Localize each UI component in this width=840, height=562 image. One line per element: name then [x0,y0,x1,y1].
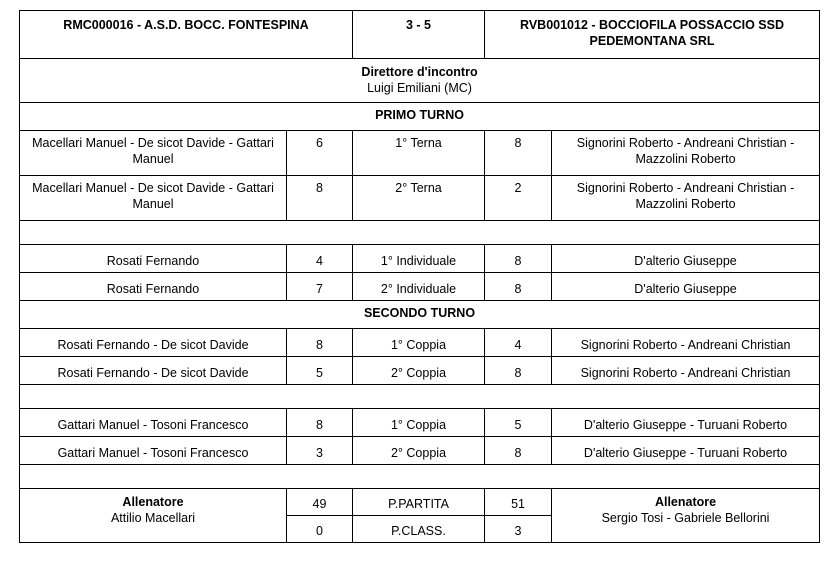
director-row [20,59,820,103]
home-coach-name: Attilio Macellari [110,511,196,525]
away-players: Signorini Roberto - Andreani Christian - Mazzolini Roberto [552,131,820,176]
class-label: P.CLASS. [353,516,485,543]
away-coach-cell [552,489,820,543]
home-players: Gattari Manuel - Tosoni Francesco [20,437,287,465]
table-row [20,409,820,437]
home-players: Macellari Manuel - De sicot Davide - Gattari Manuel [20,131,287,176]
table-row [20,245,820,273]
home-players: Rosati Fernando [20,273,287,301]
away-players: Signorini Roberto - Andreani Christian [552,357,820,385]
section-title-secondo-turno: SECONDO TURNO [20,301,820,329]
header-row [20,11,820,59]
home-coach-cell [20,489,287,543]
home-score: 8 [287,176,353,221]
spacer-cell [20,385,820,409]
section-row [20,301,820,329]
table-row [20,437,820,465]
home-score: 3 [287,437,353,465]
home-score: 7 [287,273,353,301]
match-report-table [19,10,820,543]
game-type: 2° Coppia [353,357,485,385]
table-row [20,176,820,221]
home-score: 4 [287,245,353,273]
home-players: Rosati Fernando [20,245,287,273]
away-players: D'alterio Giuseppe - Turuani Roberto [552,409,820,437]
game-type: 1° Coppia [353,329,485,357]
spacer-row [20,465,820,489]
home-score: 8 [287,409,353,437]
away-players: Signorini Roberto - Andreani Christian - Mazzolini Roberto [552,176,820,221]
away-score: 8 [485,131,552,176]
away-team: RVB001012 - BOCCIOFILA POSSACCIO SSD PEDEMONTANA SRL [485,11,820,59]
table-row [20,357,820,385]
away-players: D'alterio Giuseppe [552,245,820,273]
game-type: 2° Individuale [353,273,485,301]
section-title-primo-turno: PRIMO TURNO [20,103,820,131]
director-label: Direttore d'incontro [361,65,478,79]
away-partita-points: 51 [485,489,552,516]
director-cell [20,59,820,103]
final-score: 3 - 5 [353,11,485,59]
spacer-cell [20,221,820,245]
home-class-points: 0 [287,516,353,543]
away-score: 8 [485,273,552,301]
home-score: 5 [287,357,353,385]
away-score: 4 [485,329,552,357]
spacer-row [20,221,820,245]
spacer-row [20,385,820,409]
away-score: 2 [485,176,552,221]
spacer-cell [20,465,820,489]
game-type: 2° Coppia [353,437,485,465]
table-row [20,273,820,301]
home-players: Macellari Manuel - De sicot Davide - Gattari Manuel [20,176,287,221]
away-score: 8 [485,437,552,465]
away-coach-name: Sergio Tosi - Gabriele Bellorini [601,511,770,525]
away-players: Signorini Roberto - Andreani Christian [552,329,820,357]
away-score: 5 [485,409,552,437]
home-players: Gattari Manuel - Tosoni Francesco [20,409,287,437]
away-players: D'alterio Giuseppe [552,273,820,301]
game-type: 1° Individuale [353,245,485,273]
director-name: Luigi Emiliani (MC) [367,81,472,95]
footer-row-partita [20,489,820,516]
home-players: Rosati Fernando - De sicot Davide [20,329,287,357]
partita-label: P.PARTITA [353,489,485,516]
away-class-points: 3 [485,516,552,543]
home-score: 8 [287,329,353,357]
game-type: 1° Coppia [353,409,485,437]
home-players: Rosati Fernando - De sicot Davide [20,357,287,385]
home-score: 6 [287,131,353,176]
home-team: RMC000016 - A.S.D. BOCC. FONTESPINA [20,11,353,59]
table-row [20,131,820,176]
home-coach-label: Allenatore [122,495,184,509]
away-score: 8 [485,357,552,385]
section-row [20,103,820,131]
table-row [20,329,820,357]
away-coach-label: Allenatore [654,495,717,509]
away-players: D'alterio Giuseppe - Turuani Roberto [552,437,820,465]
home-partita-points: 49 [287,489,353,516]
game-type: 2° Terna [353,176,485,221]
game-type: 1° Terna [353,131,485,176]
away-score: 8 [485,245,552,273]
